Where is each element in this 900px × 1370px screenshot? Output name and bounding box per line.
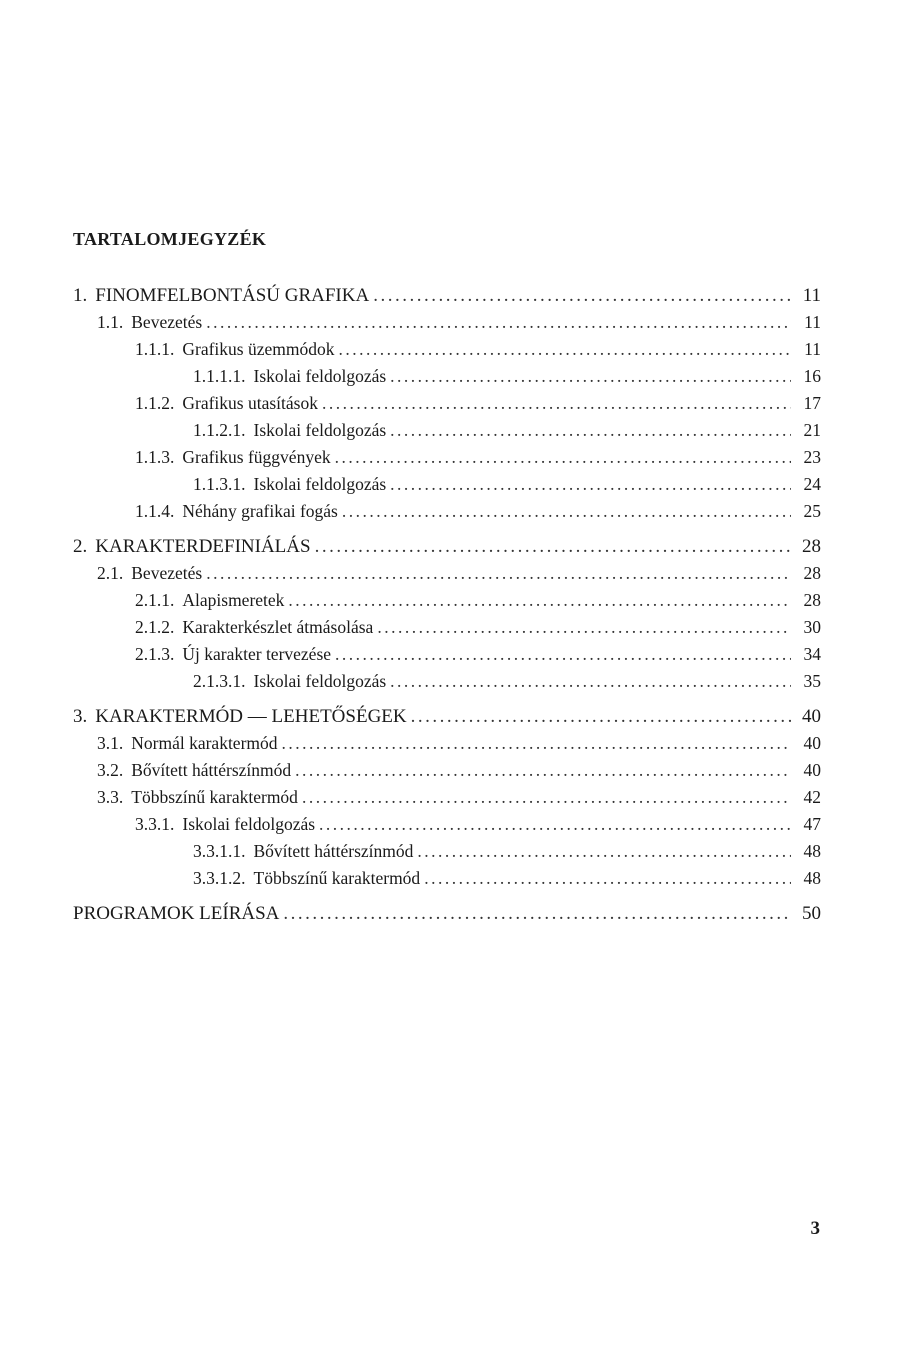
toc-entry-number: 3.3. (97, 787, 124, 807)
toc-entry (73, 703, 821, 730)
dot-leader (322, 390, 791, 417)
toc-entry-number: 2.1.1. (135, 590, 175, 610)
toc-entry-number: 2.1.3. (135, 644, 175, 664)
toc-entry (73, 641, 821, 668)
dot-leader (302, 784, 791, 811)
dot-leader (283, 900, 791, 927)
toc-entry-label: Új karakter tervezése (182, 644, 332, 664)
toc-entry-number: 2.1. (97, 563, 124, 583)
toc-entry (73, 614, 821, 641)
toc-entry (73, 309, 821, 336)
toc-entry-page: 34 (803, 644, 821, 664)
toc-entry-number: 3.3.1.1. (193, 841, 246, 861)
toc-entry-label: Iskolai feldolgozás (253, 366, 387, 386)
toc-entry-number: 3.1. (97, 733, 124, 753)
toc-entry (73, 757, 821, 784)
toc-entry-label: KARAKTERDEFINIÁLÁS (95, 536, 311, 557)
dot-leader (282, 730, 791, 757)
dot-leader (390, 363, 791, 390)
toc-entry-page: 40 (803, 760, 821, 780)
toc-entry-page: 42 (803, 787, 821, 807)
table-of-contents (73, 282, 821, 927)
toc-entry-label: PROGRAMOK LEÍRÁSA (73, 903, 280, 924)
toc-entry-page: 28 (803, 563, 821, 583)
toc-entry-page: 16 (803, 366, 821, 386)
toc-entry-label: Bővített háttérszínmód (131, 760, 292, 780)
toc-entry-label: Iskolai feldolgozás (253, 420, 387, 440)
toc-entry-page: 21 (803, 420, 821, 440)
toc-entry (73, 336, 821, 363)
toc-entry-page: 11 (804, 312, 821, 332)
toc-entry-label: Iskolai feldolgozás (182, 814, 316, 834)
toc-entry-number: 1.1.1. (135, 339, 175, 359)
toc-entry-number: 2.1.3.1. (193, 671, 246, 691)
toc-entry (73, 730, 821, 757)
toc-entry-page: 35 (803, 671, 821, 691)
toc-entry (73, 900, 821, 927)
toc-entry-label: Karakterkészlet átmásolása (182, 617, 374, 637)
toc-entry-label: Grafikus függvények (182, 447, 331, 467)
toc-entry-label: FINOMFELBONTÁSÚ GRAFIKA (95, 285, 370, 306)
toc-entry-label: Többszínű karaktermód (253, 868, 421, 888)
dot-leader (206, 560, 791, 587)
toc-entry-number: 1.1.1.1. (193, 366, 246, 386)
dot-leader (335, 641, 791, 668)
toc-entry-number: 2. (73, 536, 88, 557)
toc-entry-label: Néhány grafikai fogás (182, 501, 338, 521)
toc-entry-page: 23 (803, 447, 821, 467)
toc-entry-number: 1. (73, 285, 88, 306)
toc-entry-page: 47 (803, 814, 821, 834)
toc-entry (73, 560, 821, 587)
toc-entry (73, 811, 821, 838)
toc-entry (73, 417, 821, 444)
toc-entry-page: 28 (802, 536, 821, 557)
toc-entry-label: KARAKTERMÓD — LEHETŐSÉGEK (95, 706, 407, 727)
toc-entry (73, 533, 821, 560)
toc-entry-page: 17 (803, 393, 821, 413)
toc-entry (73, 587, 821, 614)
toc-entry-label: Bővített háttérszínmód (253, 841, 414, 861)
dot-leader (315, 533, 791, 560)
toc-entry (73, 668, 821, 695)
toc-entry-label: Normál karaktermód (131, 733, 278, 753)
toc-entry (73, 390, 821, 417)
toc-entry-label: Bevezetés (131, 563, 203, 583)
toc-entry-label: Grafikus üzemmódok (182, 339, 335, 359)
toc-entry-label: Alapismeretek (182, 590, 285, 610)
toc-entry-label: Iskolai feldolgozás (253, 671, 387, 691)
toc-entry-number: 1.1.3. (135, 447, 175, 467)
toc-entry-page: 25 (803, 501, 821, 521)
dot-leader (411, 703, 791, 730)
toc-entry (73, 784, 821, 811)
dot-leader (424, 865, 791, 892)
toc-entry-number: 3.3.1. (135, 814, 175, 834)
toc-entry-number: 1.1.2.1. (193, 420, 246, 440)
toc-entry-number: 1.1.4. (135, 501, 175, 521)
toc-entry-number: 2.1.2. (135, 617, 175, 637)
toc-entry-page: 24 (803, 474, 821, 494)
dot-leader (288, 587, 791, 614)
toc-entry (73, 498, 821, 525)
dot-leader (373, 282, 791, 309)
dot-leader (390, 471, 791, 498)
dot-leader (339, 336, 792, 363)
toc-entry-number: 3.3.1.2. (193, 868, 246, 888)
toc-entry (73, 363, 821, 390)
toc-entry-page: 40 (802, 706, 821, 727)
toc-entry-page: 11 (802, 285, 821, 306)
toc-entry (73, 838, 821, 865)
page-number: 3 (810, 1218, 820, 1239)
toc-entry-number: 3.2. (97, 760, 124, 780)
toc-entry-number: 1.1. (97, 312, 124, 332)
toc-entry-label: Iskolai feldolgozás (253, 474, 387, 494)
toc-entry-label: Grafikus utasítások (182, 393, 318, 413)
toc-entry-number: 1.1.2. (135, 393, 175, 413)
dot-leader (417, 838, 791, 865)
dot-leader (206, 309, 791, 336)
toc-entry-label: Többszínű karaktermód (131, 787, 298, 807)
page-title: TARTALOMJEGYZÉK (73, 229, 267, 249)
toc-entry (73, 471, 821, 498)
toc-entry-page: 30 (803, 617, 821, 637)
toc-entry-number: 1.1.3.1. (193, 474, 246, 494)
toc-entry-page: 40 (803, 733, 821, 753)
toc-entry (73, 444, 821, 471)
dot-leader (377, 614, 791, 641)
toc-entry-label: Bevezetés (131, 312, 203, 332)
toc-entry-page: 48 (803, 841, 821, 861)
dot-leader (390, 668, 791, 695)
toc-entry-page: 28 (803, 590, 821, 610)
dot-leader (319, 811, 791, 838)
dot-leader (335, 444, 791, 471)
toc-entry (73, 865, 821, 892)
toc-entry (73, 282, 821, 309)
toc-entry-number: 3. (73, 706, 88, 727)
dot-leader (295, 757, 791, 784)
dot-leader (342, 498, 791, 525)
toc-entry-page: 48 (803, 868, 821, 888)
dot-leader (390, 417, 791, 444)
toc-entry-page: 11 (804, 339, 821, 359)
toc-entry-page: 50 (802, 903, 821, 924)
